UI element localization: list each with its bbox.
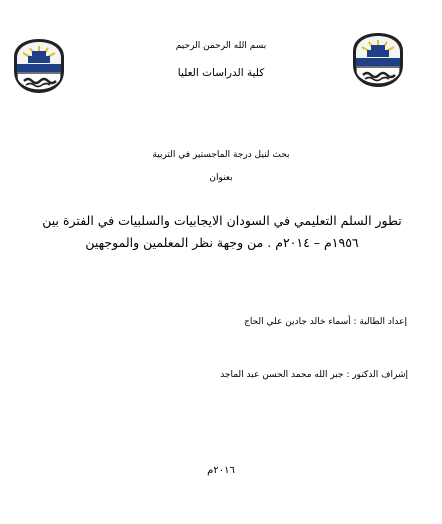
basmala-heading: بسم الله الرحمن الرحيم	[175, 41, 267, 51]
university-logo-right-icon	[351, 31, 405, 89]
student-name: إعداد الطالبة : أسماء خالد جادين علي الحاج	[244, 317, 407, 327]
faculty-name: كلية الدراسات العليا	[177, 67, 265, 79]
thesis-year: ٢٠١٦م	[207, 465, 235, 476]
thesis-purpose: بحث لنيل درجة الماجستير في التربية	[152, 150, 290, 160]
supervisor-name: إشراف الدكتور : جبر الله محمد الحسن عبد الماجد	[220, 370, 408, 380]
thesis-title: تطور السلم التعليمي في السودان الايجابيات والسلبيات في الفترة بين ١٩٥٦م – ٢٠١٤م . من وجهة نظر المعلمين والموجهين	[42, 213, 402, 250]
titled-label: بعنوان	[209, 173, 233, 183]
